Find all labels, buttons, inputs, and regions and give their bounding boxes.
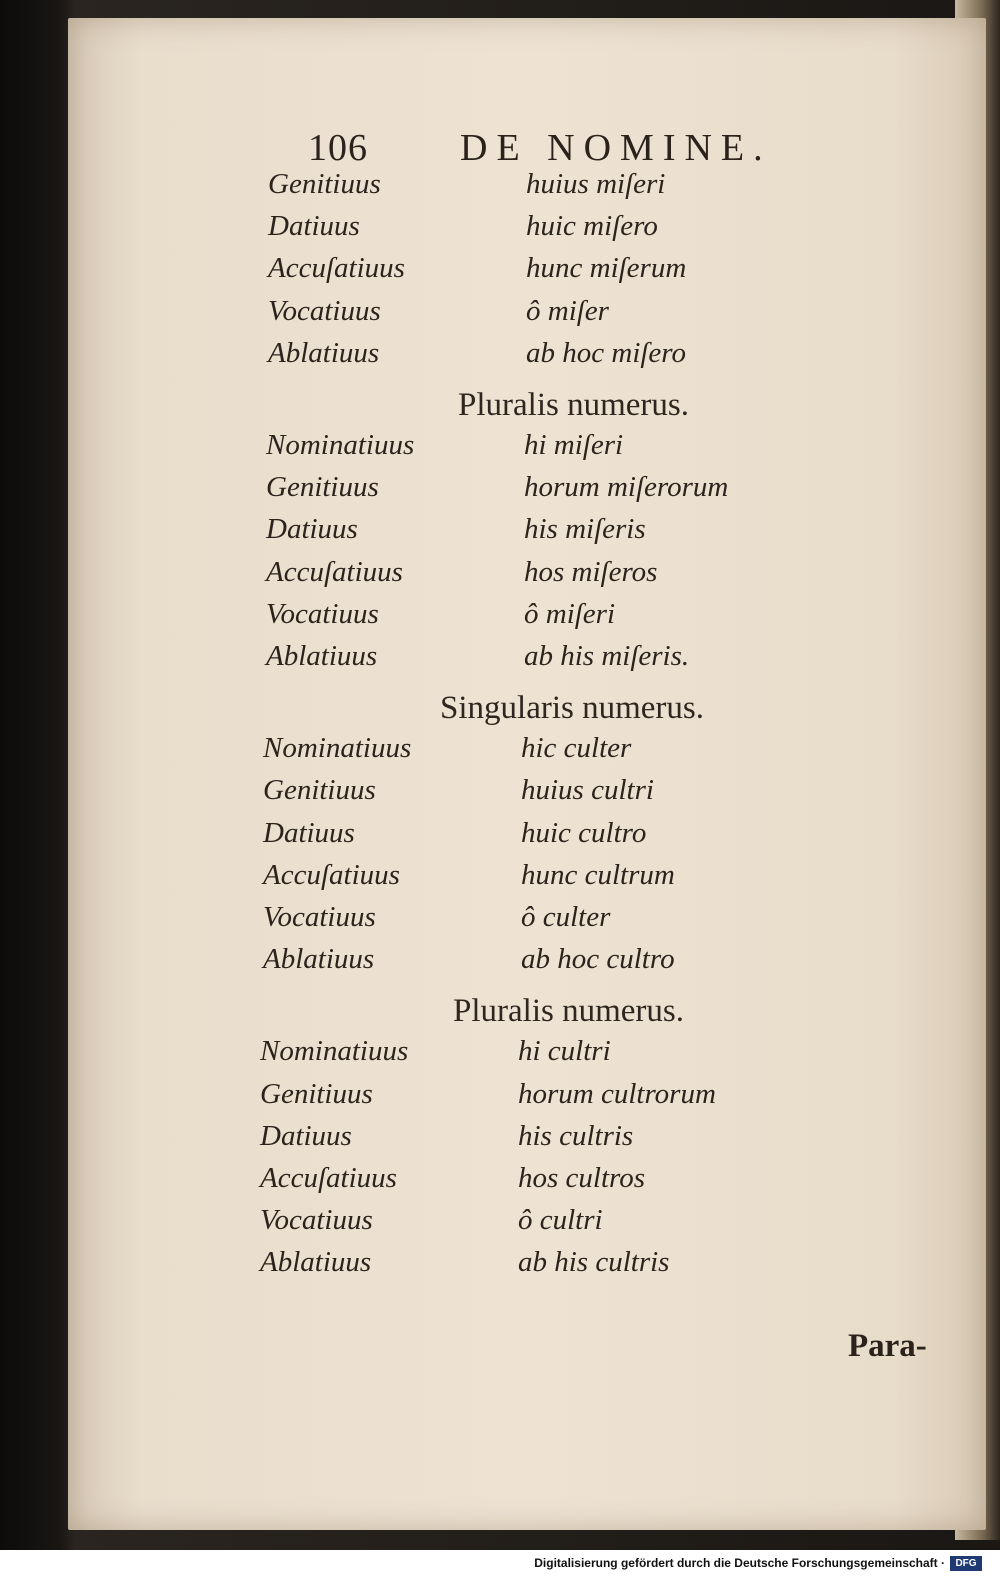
declined-form: hic culter bbox=[521, 732, 632, 765]
page-number: 106 bbox=[308, 127, 368, 169]
declined-form: ô culter bbox=[521, 901, 611, 933]
case-label: Datiuus bbox=[263, 816, 355, 849]
declined-form: his miſeris bbox=[524, 513, 646, 546]
case-label: Ablatiuus bbox=[260, 1246, 372, 1279]
case-label: Vocatiuus bbox=[263, 901, 376, 933]
case-label: Accuſatiuus bbox=[266, 555, 403, 588]
declined-form: huic cultro bbox=[521, 816, 647, 849]
case-label: Genitiuus bbox=[268, 168, 381, 200]
declined-form: huius miſeri bbox=[526, 168, 666, 200]
case-label: Ablatiuus bbox=[263, 943, 375, 976]
book-page bbox=[68, 18, 986, 1530]
declined-form: horum cultrorum bbox=[518, 1077, 716, 1110]
running-head: DE NOMINE. bbox=[460, 127, 772, 169]
declined-form: ab hoc cultro bbox=[521, 943, 675, 976]
case-label: Datiuus bbox=[266, 513, 358, 546]
declined-form: ô miſeri bbox=[524, 597, 616, 630]
case-label: Ablatiuus bbox=[266, 640, 378, 672]
case-label: Vocatiuus bbox=[266, 597, 379, 630]
declined-form: horum miſerorum bbox=[524, 471, 729, 504]
section-heading: Pluralis numerus. bbox=[458, 387, 689, 423]
declined-form: ab hoc miſero bbox=[526, 336, 687, 369]
declined-form: hos cultros bbox=[518, 1162, 646, 1194]
case-label: Nominatiuus bbox=[263, 732, 412, 765]
declined-form: huius cultri bbox=[521, 774, 654, 807]
section-heading: Singularis numerus. bbox=[440, 690, 704, 727]
case-label: Accuſatiuus bbox=[263, 858, 400, 891]
section-heading: Pluralis numerus. bbox=[453, 993, 684, 1030]
case-label: Vocatiuus bbox=[268, 294, 381, 327]
declined-form: ô miſer bbox=[526, 294, 609, 327]
declined-form: ab his miſeris. bbox=[524, 640, 690, 672]
footer-credit: Digitalisierung gefördert durch die Deutsche Forschungsgemeinschaft · bbox=[534, 1556, 945, 1570]
case-label: Datiuus bbox=[260, 1119, 352, 1152]
case-label: Nominatiuus bbox=[266, 429, 415, 461]
declined-form: hunc cultrum bbox=[521, 858, 675, 891]
catchword: Para- bbox=[848, 1328, 927, 1364]
case-label: Accuſatiuus bbox=[260, 1162, 397, 1194]
declined-form: hi cultri bbox=[518, 1035, 611, 1068]
declined-form: hos miſeros bbox=[524, 555, 658, 588]
case-label: Genitiuus bbox=[266, 471, 379, 504]
declined-form: ô cultri bbox=[518, 1204, 603, 1237]
case-label: Vocatiuus bbox=[260, 1204, 373, 1237]
declined-form: his cultris bbox=[518, 1119, 634, 1152]
case-label: Datiuus bbox=[268, 210, 360, 243]
declined-form: hi miſeri bbox=[524, 429, 624, 461]
case-label: Genitiuus bbox=[260, 1077, 373, 1110]
case-label: Nominatiuus bbox=[260, 1035, 409, 1068]
digitization-footer bbox=[0, 1550, 1000, 1588]
case-label: Ablatiuus bbox=[268, 336, 380, 369]
dfg-logo: DFG bbox=[950, 1556, 982, 1571]
declined-form: ab his cultris bbox=[518, 1246, 670, 1279]
declined-form: huic miſero bbox=[526, 210, 658, 243]
case-label: Accuſatiuus bbox=[268, 252, 405, 285]
declined-form: hunc miſerum bbox=[526, 252, 687, 285]
case-label: Genitiuus bbox=[263, 774, 376, 807]
